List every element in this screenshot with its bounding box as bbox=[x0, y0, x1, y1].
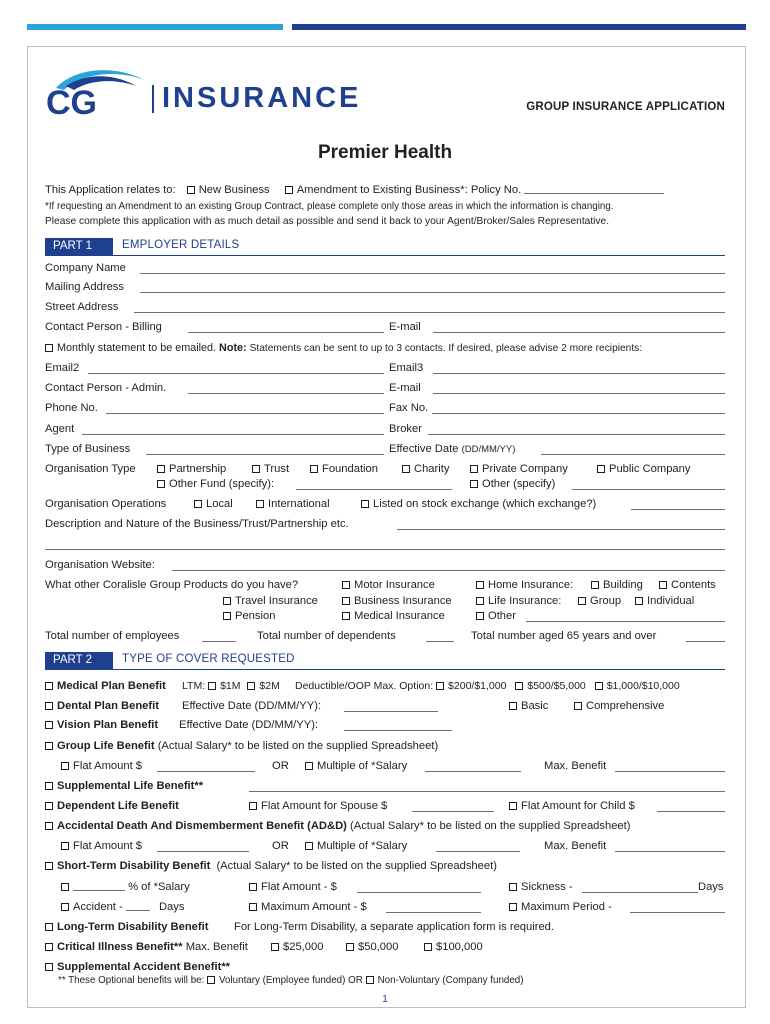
company-name-field[interactable] bbox=[140, 272, 725, 274]
relates-to-row: This Application relates to: New Business Amendment to Existing Business*: Policy No. bbox=[45, 183, 725, 197]
group-checkbox[interactable]: Group bbox=[578, 594, 621, 608]
email-admin-field[interactable] bbox=[433, 392, 725, 394]
addd-multiple-field[interactable] bbox=[436, 850, 520, 852]
total-employees-label: Total number of employees bbox=[45, 630, 180, 642]
supplemental-accident-checkbox[interactable]: Supplemental Accident Benefit** bbox=[45, 960, 230, 974]
monthly-statement-checkbox[interactable]: Monthly statement to be emailed. bbox=[45, 342, 216, 354]
foundation-checkbox[interactable]: Foundation bbox=[310, 462, 378, 476]
org-operations-label: Organisation Operations bbox=[45, 498, 167, 510]
ltd-note: For Long-Term Disability, a separate application form is required. bbox=[234, 921, 555, 933]
addd-checkbox[interactable]: Accidental Death And Dismemberment Benefit (AD&D) (Actual Salary* to be listed on the supplied Spreadsheet) bbox=[45, 819, 630, 833]
mailing-address-row: Mailing Address bbox=[45, 281, 124, 293]
fax-field[interactable] bbox=[432, 412, 725, 414]
life-checkbox[interactable]: Life Insurance: bbox=[476, 594, 561, 608]
total-employees-field[interactable] bbox=[202, 640, 236, 642]
amendment-checkbox[interactable]: Amendment to Existing Business*: Policy No. bbox=[285, 184, 521, 196]
contact-admin-field[interactable] bbox=[188, 392, 384, 394]
broker-field[interactable] bbox=[428, 433, 725, 435]
ci-25000-checkbox[interactable]: $25,000 bbox=[271, 940, 323, 954]
international-checkbox[interactable]: International bbox=[256, 497, 330, 511]
other-specify-field[interactable] bbox=[572, 488, 725, 490]
critical-illness-checkbox[interactable]: Critical Illness Benefit** Max. Benefit bbox=[45, 940, 248, 954]
fax-label: Fax No. bbox=[389, 402, 429, 414]
ltm-2m-checkbox[interactable]: $2M bbox=[247, 680, 279, 692]
street-address-row: Street Address bbox=[45, 301, 119, 313]
business-checkbox[interactable]: Business Insurance bbox=[342, 594, 452, 608]
other-product-field[interactable] bbox=[526, 620, 725, 622]
dental-plan-checkbox[interactable]: Dental Plan Benefit bbox=[45, 699, 159, 713]
email3-label: Email3 bbox=[389, 362, 424, 374]
other-products-label: What other Coralisle Group Products do you have? bbox=[45, 579, 299, 591]
email-admin-label: E-mail bbox=[389, 382, 421, 394]
sickness-checkbox[interactable]: Sickness - bbox=[509, 880, 573, 894]
ltm-1m-checkbox[interactable]: $1M bbox=[208, 680, 240, 692]
effective-date-label: Effective Date (DD/MM/YY) bbox=[389, 443, 516, 455]
company-name-row: Company Name bbox=[45, 262, 126, 274]
supplemental-life-checkbox[interactable]: Supplemental Life Benefit** bbox=[45, 779, 203, 793]
deductible-opt2-checkbox[interactable]: $500/$5,000 bbox=[515, 680, 585, 692]
monthly-statement-row: Monthly statement to be emailed. Note: Statements can be sent to up to 3 contacts. If desired, please advise 2 more recipients: bbox=[45, 341, 725, 356]
or-label: OR bbox=[272, 760, 289, 772]
dental-effective-field[interactable] bbox=[344, 710, 438, 712]
logo-insurance-text: INSURANCE bbox=[162, 81, 362, 114]
email2-field[interactable] bbox=[88, 372, 384, 374]
agent-field[interactable] bbox=[82, 433, 384, 435]
other-product-checkbox[interactable]: Other bbox=[476, 609, 516, 623]
group-life-checkbox[interactable]: Group Life Benefit (Actual Salary* to be listed on the supplied Spreadsheet) bbox=[45, 739, 438, 753]
trust-checkbox[interactable]: Trust bbox=[252, 462, 289, 476]
part1-header: PART 1 EMPLOYER DETAILS bbox=[45, 238, 770, 256]
contact-billing-label: Contact Person - Billing bbox=[45, 321, 162, 333]
pension-checkbox[interactable]: Pension bbox=[223, 609, 275, 623]
email3-field[interactable] bbox=[433, 372, 725, 374]
listed-checkbox[interactable]: Listed on stock exchange (which exchange?) bbox=[361, 497, 596, 511]
type-business-label: Type of Business bbox=[45, 443, 131, 455]
building-checkbox[interactable]: Building bbox=[591, 578, 643, 592]
website-label: Organisation Website: bbox=[45, 559, 155, 571]
phone-field[interactable] bbox=[106, 412, 384, 414]
agent-label: Agent bbox=[45, 423, 75, 435]
contact-admin-label: Contact Person - Admin. bbox=[45, 382, 167, 394]
charity-checkbox[interactable]: Charity bbox=[402, 462, 449, 476]
motor-checkbox[interactable]: Motor Insurance bbox=[342, 578, 435, 592]
ci-50000-checkbox[interactable]: $50,000 bbox=[346, 940, 398, 954]
total-65-label: Total number aged 65 years and over bbox=[471, 630, 657, 642]
flat-spouse-checkbox[interactable]: Flat Amount for Spouse $ bbox=[249, 799, 387, 813]
addd-flat-checkbox[interactable]: Flat Amount $ bbox=[61, 839, 142, 853]
type-business-field[interactable] bbox=[146, 453, 384, 455]
street-address-field[interactable] bbox=[134, 311, 725, 313]
flat-amount-checkbox[interactable]: Flat Amount $ bbox=[61, 759, 142, 773]
part2-header: PART 2 TYPE OF COVER REQUESTED bbox=[45, 652, 770, 670]
maximum-amount-field[interactable] bbox=[386, 911, 481, 913]
description-field-2[interactable] bbox=[45, 548, 725, 550]
phone-label: Phone No. bbox=[45, 402, 98, 414]
total-65-field[interactable] bbox=[686, 640, 725, 642]
mailing-address-field[interactable] bbox=[140, 291, 725, 293]
application-label: GROUP INSURANCE APPLICATION bbox=[526, 101, 725, 113]
ltd-checkbox[interactable]: Long-Term Disability Benefit bbox=[45, 920, 208, 934]
home-checkbox[interactable]: Home Insurance: bbox=[476, 578, 573, 592]
maximum-period-field[interactable] bbox=[630, 911, 725, 913]
std-checkbox[interactable]: Short-Term Disability Benefit (Actual Salary* to be listed on the supplied Spreadsheet) bbox=[45, 859, 497, 873]
voluntary-checkbox[interactable]: Voluntary (Employee funded) bbox=[207, 975, 345, 986]
amendment-note: *If requesting an Amendment to an existing Group Contract, please complete only those areas in which the information is changing. bbox=[45, 201, 614, 212]
email-label: E-mail bbox=[389, 321, 421, 333]
sickness-days-label: Days bbox=[698, 881, 724, 893]
flat-spouse-field[interactable] bbox=[412, 810, 494, 812]
optional-benefits-note: ** These Optional benefits will be: Voluntary (Employee funded) OR Non-Voluntary (Company funded) bbox=[58, 975, 524, 986]
medical-plan-checkbox[interactable]: Medical Plan Benefit bbox=[45, 679, 166, 693]
exchange-field[interactable] bbox=[631, 508, 725, 510]
svg-text:CG: CG bbox=[46, 84, 97, 118]
basic-checkbox[interactable]: Basic bbox=[509, 699, 548, 713]
website-field[interactable] bbox=[172, 569, 725, 571]
vision-effective-label: Effective Date (DD/MM/YY): bbox=[179, 719, 319, 731]
vision-plan-checkbox[interactable]: Vision Plan Benefit bbox=[45, 718, 158, 732]
other-specify-checkbox[interactable]: Other (specify) bbox=[470, 477, 555, 491]
maximum-period-checkbox[interactable]: Maximum Period - bbox=[509, 900, 612, 914]
comprehensive-checkbox[interactable]: Comprehensive bbox=[574, 699, 664, 713]
std-pct-checkbox[interactable]: % of *Salary bbox=[61, 880, 190, 894]
private-company-checkbox[interactable]: Private Company bbox=[470, 462, 568, 476]
broker-label: Broker bbox=[389, 423, 422, 435]
max-benefit-field[interactable] bbox=[615, 770, 725, 772]
public-company-checkbox[interactable]: Public Company bbox=[597, 462, 690, 476]
description-label: Description and Nature of the Business/Trust/Partnership etc. bbox=[45, 518, 349, 530]
flat-amount-field[interactable] bbox=[157, 770, 255, 772]
non-voluntary-checkbox[interactable]: Non-Voluntary (Company funded) bbox=[366, 975, 524, 986]
org-type-label: Organisation Type bbox=[45, 463, 136, 475]
accident-checkbox[interactable]: Accident - Days bbox=[61, 900, 184, 914]
individual-checkbox[interactable]: Individual bbox=[635, 594, 694, 608]
page-number: 1 bbox=[382, 994, 388, 1005]
partnership-checkbox[interactable]: Partnership bbox=[157, 462, 226, 476]
company-logo bbox=[44, 66, 361, 118]
total-dependents-field[interactable] bbox=[426, 640, 454, 642]
std-flat-field[interactable] bbox=[357, 891, 481, 893]
std-flat-checkbox[interactable]: Flat Amount - $ bbox=[249, 880, 337, 894]
effective-date-field[interactable] bbox=[541, 453, 725, 455]
flat-child-checkbox[interactable]: Flat Amount for Child $ bbox=[509, 799, 635, 813]
top-bar-dark bbox=[292, 24, 746, 30]
travel-checkbox[interactable]: Travel Insurance bbox=[223, 594, 318, 608]
addd-multiple-checkbox[interactable]: Multiple of *Salary bbox=[305, 839, 407, 853]
addd-max-field[interactable] bbox=[615, 850, 725, 852]
deductible-options: Deductible/OOP Max. Option: $200/$1,000 $500/$5,000 $1,000/$10,000 bbox=[295, 680, 680, 692]
page-title: Premier Health bbox=[317, 142, 453, 163]
sickness-field[interactable] bbox=[582, 891, 698, 893]
supplemental-life-field[interactable] bbox=[249, 790, 725, 792]
ltm-options: LTM: $1M $2M bbox=[182, 680, 280, 692]
addd-max-label: Max. Benefit bbox=[544, 840, 607, 852]
deductible-opt3-checkbox[interactable]: $1,000/$10,000 bbox=[595, 680, 680, 692]
policy-no-field[interactable] bbox=[524, 183, 664, 194]
total-dependents-label: Total number of dependents bbox=[257, 630, 396, 642]
contact-billing-field[interactable] bbox=[188, 331, 384, 333]
other-fund-checkbox[interactable]: Other Fund (specify): bbox=[157, 477, 274, 491]
medical-insurance-checkbox[interactable]: Medical Insurance bbox=[342, 609, 445, 623]
flat-child-field[interactable] bbox=[657, 810, 725, 812]
email-field[interactable] bbox=[433, 331, 725, 333]
description-field[interactable] bbox=[397, 528, 725, 530]
addd-or-label: OR bbox=[272, 840, 289, 852]
logo-divider bbox=[152, 85, 154, 113]
dependent-life-checkbox[interactable]: Dependent Life Benefit bbox=[45, 799, 179, 813]
other-fund-field[interactable] bbox=[296, 488, 452, 490]
vision-effective-field[interactable] bbox=[344, 729, 452, 731]
addd-flat-field[interactable] bbox=[157, 850, 249, 852]
contents-checkbox[interactable]: Contents bbox=[659, 578, 716, 592]
ci-100000-checkbox[interactable]: $100,000 bbox=[424, 940, 483, 954]
dental-effective-label: Effective Date (DD/MM/YY): bbox=[182, 700, 322, 712]
multiple-salary-checkbox[interactable]: Multiple of *Salary bbox=[305, 759, 407, 773]
email2-label: Email2 bbox=[45, 362, 80, 374]
cg-swoosh-icon bbox=[44, 66, 150, 118]
max-benefit-label: Max. Benefit bbox=[544, 760, 607, 772]
local-checkbox[interactable]: Local bbox=[194, 497, 233, 511]
deductible-opt1-checkbox[interactable]: $200/$1,000 bbox=[436, 680, 506, 692]
top-bar-light bbox=[27, 24, 283, 30]
multiple-salary-field[interactable] bbox=[425, 770, 521, 772]
new-business-checkbox[interactable]: New Business bbox=[187, 184, 270, 196]
maximum-amount-checkbox[interactable]: Maximum Amount - $ bbox=[249, 900, 367, 914]
instructions-note: Please complete this application with as much detail as possible and send it back to your Agent/Broker/Sales Representative. bbox=[45, 216, 610, 227]
